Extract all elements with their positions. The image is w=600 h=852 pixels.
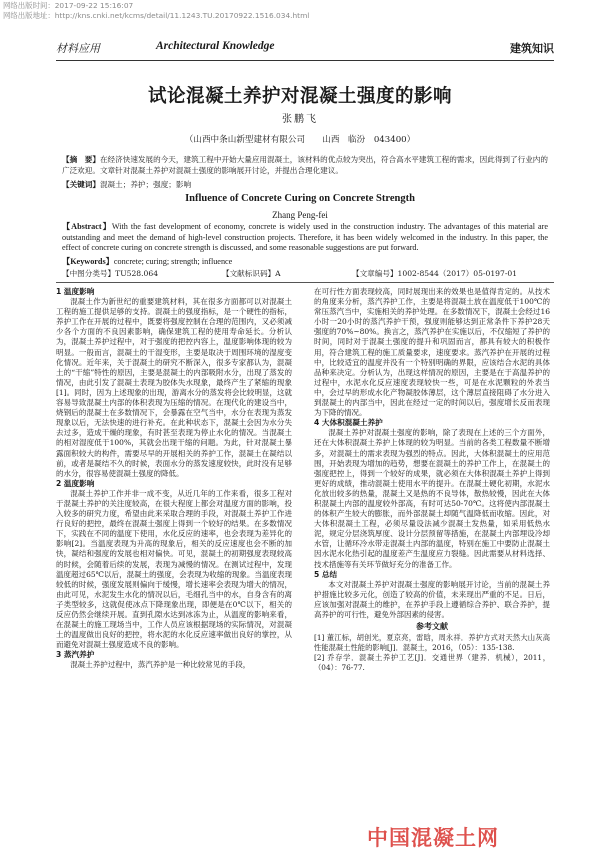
paragraph: 混凝土养护对混凝土强度的影响，除了表现在上述的三个方面外，还在大体积混凝土养护上体现的较为明显。当前的各类工程数量不断增多，对混凝土的需求表现为强烈的特点。因此，大体积混凝土的应用范围，开始表现为增加的趋势，想要在混凝土的养护工作上，在混凝土的强度把控上，得到一个较好的成果，就必须在大体积混凝土养护上得到更好的成绩，推动混凝土使用水平的提升。在混凝土硬化初期，水泥水化放出较多的热量，混凝土又是热的不良导体，散热较慢，因此在大体积混凝土内部的温度较外部高，有时可达50-70℃。这将使内部混凝土的体积产生较大的膨胀，而外部混凝土却随气温降低而收缩。因此，对大体积混凝土工程，必须尽量设法减少混凝土发热量，如采用低热水泥，规定分层浇筑厚度、设计分层预留等措施，在混凝土内部埋设冷却水管，让循环冷水带走混凝土内部的温度，特别在施工中要防止混凝土因水泥水化热引起的温度差产生温度应力裂缝。因此需要从材料选择、技术措施等有关环节做好充分的准备工作。 xyxy=(314,428,550,569)
document-code: 【文献标识码】A xyxy=(222,269,281,278)
body-column-right xyxy=(314,287,550,672)
reference-item: [2] 乔存学．混凝土养护工艺[J]．交通世界（建养．机械），2011，（04）：76-77. xyxy=(314,652,550,672)
abstract-en-text: With the fast development of economy, concrete is widely used in the construction industry. The advantages of this material are outstanding and meet the demand of high-level construction projects. Therefore, it has been widely welcomed in the industry. In this paper, the effect of concrete curing on concrete strength is discussed, and some reasonable suggestions are put forward. xyxy=(62,222,549,252)
abstract-en-label: 【Abstract】 xyxy=(62,222,112,231)
section-heading: 1 温度影响 xyxy=(56,287,95,296)
paragraph: 混凝土养护工作并非一成不变，从近几年的工作来看，很多工程对于混凝土养护的关注度较高，在很大程度上都会对温度方面的影响，投入较多的研究力度，希望由此来采取合理的手段，对混凝土养护工作进行良好的把控，最终在混凝土强度上得到一个较好的结果。在多数情况下，实践在不同的温度下使用，水化反应的速率，也会表现为差异化的影响[2]。当温度表现为升高的现象后，相关的反应速度也会不断的加快，凝结和强度的发展也相对偏快。可见，混凝土的初期强度表现较高的时候，会随着后续的发展，表现为减慢的情况。在测试过程中，发现温度超过65℃以后，混凝土的强度，会表现为收缩的现象。当温度表现较低的时候，强度发展则偏向于缓慢，增长速率会表现为增大的情况，由此可见，水泥发生水化的情况以后，毛细孔当中的水，自身含有的离子类型较多，这就促使冰点下降现象出现，即便是在0℃以下，相关的反应仍然会继续开展。直到孔隙水达到冰冻为止，从温度的影响来看，在混凝土的施工现场当中，工作人员应该根据现场的实际情况，对混凝土的温度做出良好的把控，将水泥的水化反应速率做出良好的掌控，从而避免对混凝土强度造成不良的影响。 xyxy=(56,488,292,650)
article-title-en: Influence of Concrete Curing on Concrete Strength xyxy=(185,193,415,204)
article-title: 试论混凝土养护对混凝土强度的影响 xyxy=(147,86,452,107)
section-heading: 3 蒸汽养护 xyxy=(56,650,95,660)
keywords-en xyxy=(62,256,548,267)
section-heading: 4 大体积混凝土养护 xyxy=(314,418,383,428)
paragraph: 混凝土养护过程中，蒸汽养护是一种比较常见的手段， xyxy=(70,660,251,670)
journal-header xyxy=(56,40,554,58)
article-author-en: Zhang Peng-fei xyxy=(272,210,328,220)
keywords-cn xyxy=(62,179,548,190)
publication-url[interactable]: 网络出版地址：http://kns.cnki.net/kcms/detail/11.1243.TU.20170922.1516.034.html xyxy=(3,11,310,20)
abstract-cn-text: 在经济快速发展的今天，建筑工程中开始大量应用混凝土，该材料的优点较为突出，符合高水平建筑工程的需求，因此得到了行业内的广泛欢迎。文章针对混凝土养护对混凝土强度的影响展开讨论，并提出合理化建议。 xyxy=(62,155,548,176)
publication-time: 网络出版时间：2017-09-22 15:16:07 xyxy=(3,1,134,10)
abstract-cn-label: 【摘 要】 xyxy=(62,155,100,164)
paragraph: 在可行性方面表现较高，同时展现出来的效果也是值得肯定的。从技术的角度来分析，蒸汽养护工作，主要是将混凝土放在温度低于100℃的常压蒸汽当中，实施相关的养护处理。在多数情况下，混凝土会经过16小时一20小时的蒸汽养护干预，强度则能够达到正常条件下养护28天强度的70%~80%。换言之，蒸汽养护在实施以后，不仅缩短了养护的时间，同时对于混凝土强度的提升和巩固而言，都具有较大的积极作用，符合建筑工程的施工质量要求，速度要求。蒸汽养护在开展的过程中，比较适宜的温度并没有一个特别明确的界限，应该结合水泥的具体品种来决定。分析认为，出现这样情况的原因，主要是在于高温养护的过程中，水泥水化反应速度表现较快一些，可是在水泥颗粒的外表当中，会过早的形成水化产物凝胶体薄层，这个薄层直接阻碍了水分进入到混凝土的内部当中，因此在经过一定的时间以后，强度增长反而表现为下降的情况。 xyxy=(314,287,550,418)
references-heading: 参考文献 xyxy=(416,622,448,632)
keywords-cn-text: 混凝土；养护；强度；影响 xyxy=(99,180,192,189)
section-heading: 2 温度影响 xyxy=(56,478,95,488)
section-heading: 5 总结 xyxy=(314,569,338,579)
header-journal-name: Architectural Knowledge xyxy=(156,40,275,52)
header-section-label: 材料应用 xyxy=(56,42,100,55)
keywords-en-text: concrete; curing; strength; influence xyxy=(113,257,233,266)
body-column-left xyxy=(56,287,292,671)
paragraph: 本文对混凝土养护对混凝土强度的影响展开讨论，当前的混凝土养护措施比较多元化，创造了较高的价值，未来现出严重的不足。日后，应该加强对混凝土的维护，在养护手段上遵循综合养护、联合养护，提高养护的可行性，避免外部因素的侵害。 xyxy=(314,579,550,619)
header-journal-cn: 建筑知识 xyxy=(510,42,554,55)
online-publication-info xyxy=(3,1,309,21)
article-number: 【文章编号】1002-8544（2017）05-0197-01 xyxy=(352,269,518,278)
header-divider xyxy=(56,60,554,61)
clc-number: 【中图分类号】TU528.064 xyxy=(62,269,159,278)
abstract-cn xyxy=(62,154,548,176)
abstract-en xyxy=(62,222,548,254)
keywords-en-label: 【Keywords】 xyxy=(62,257,114,266)
paragraph: 混凝土作为新世纪的重要建筑材料，其在很多方面都可以对混凝土工程的施工提供足够的支持。混凝土的强度指标，是一个硬性的指标，养护工作在开展的过程中，既要将强度控制在合理的范围内，又必须减少各个方面的不良因素影响，确保建筑工程的使用寿命延长。分析认为，混凝土养护过程中，对于强度的把控内容上，温度影响体现的较为明显。一般而言，混凝土的干湿变形，主要是取决于周围环境的湿度变化情况。近年来，关于混凝土的研究不断深入，很多专家都认为，混凝土的“干缩”特性的原因，主要是混凝土的内部吸附水分，出现了蒸发的情况，由此引发了混凝土表现为胶体失水现象，最终产生了紧缩的现象[1]。同时，因为上述现象的出现，游离水分的蒸发将会比较明显，这就容易导致混凝土内部的体积表现为压缩的情况。在现代化的建设当中，烧钢后的混凝土在多数情况下，会暴露在空气当中，水分在表现为蒸发现象以后，无法快速的进行补充。在此种状态下，混凝土会因为水分失去过多，造成干燥的现象，有时甚至表现为停止水化的情况。当混凝土的相对湿度低于100%，其就会出现干缩的问题。为此，针对混凝土暴露面积较大的构件，需要尽早的开展相关的养护工作，混凝土在凝结以前，或者是凝结不久的时候，表面水分的蒸发速度较快，此时没有足够的水分，很容易使混凝土强度的降低。 xyxy=(56,297,292,478)
author-affiliation: （山西中条山新型建材有限公司 山西 临汾 043400） xyxy=(184,135,416,145)
body-divider xyxy=(56,282,554,283)
site-watermark-logo: 中国混凝土网 xyxy=(367,826,499,850)
reference-item: [1] 董江标，胡创光，夏京亮，雷晗，周永祥．养护方式对天然大山灰高性能混凝土性能的影响[J]．混凝土，2016，（05）：135-138. xyxy=(314,633,550,652)
keywords-cn-label: 【关键词】 xyxy=(62,180,100,189)
article-author: 张鹏飞 xyxy=(282,114,318,125)
